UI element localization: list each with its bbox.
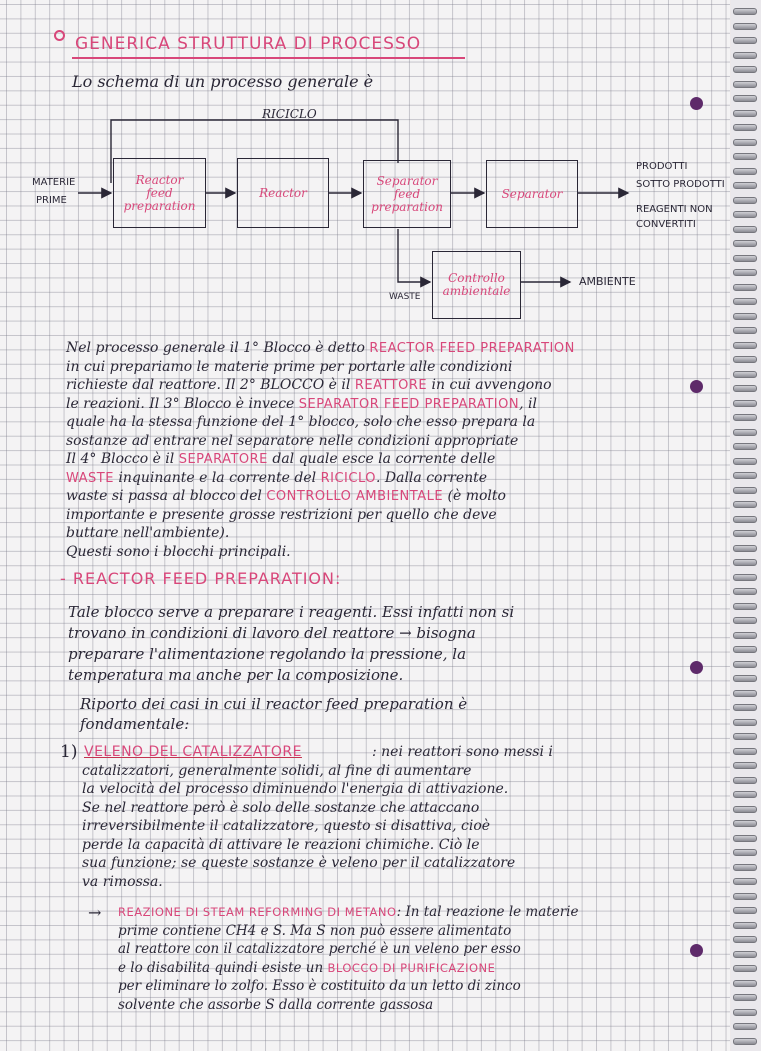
spiral-coil <box>733 936 757 943</box>
spiral-coil <box>733 690 757 697</box>
spiral-coil <box>733 849 757 856</box>
spiral-coil <box>733 704 757 711</box>
highlight-term: REATTORE <box>354 378 428 393</box>
text-segment: Questi sono i blocchi principali. <box>66 543 291 560</box>
spiral-coil <box>733 791 757 798</box>
spiral-coil <box>733 806 757 813</box>
text-line: Tale blocco serve a preparare i reagenti. Essi infatti non si <box>68 603 515 621</box>
spiral-coil <box>733 907 757 914</box>
text-segment: inquinante e la corrente del <box>113 469 321 486</box>
spiral-coil <box>733 385 757 392</box>
text-line: irreversibilmente il catalizzatore, questo si disattiva, cioè <box>82 818 491 834</box>
text-line: va rimossa. <box>82 873 163 890</box>
highlight-term: BLOCCO DI PURIFICAZIONE <box>327 960 496 975</box>
text-segment: importante e presente grosse restrizioni per quello che deve <box>66 506 497 523</box>
spiral-coil <box>733 371 757 378</box>
text-segment: prime contiene CH4 e S. Ma S non può essere alimentato <box>118 922 512 939</box>
spiral-coil <box>733 617 757 624</box>
text-segment: waste si passa al blocco del <box>66 488 267 504</box>
block-reactor: Reactor <box>237 158 329 228</box>
text-segment: le reazioni. Il 3° Blocco è invece <box>66 395 299 412</box>
spiral-coil <box>733 994 757 1001</box>
input-label-2: PRIME <box>36 195 67 206</box>
spiral-coil <box>733 429 757 436</box>
input-label-1: MATERIE <box>32 177 76 188</box>
text-segment: solvente che assorbe S dalla corrente gassosa <box>118 996 434 1013</box>
spiral-coil <box>733 574 757 581</box>
text-line: fondamentale: <box>80 715 190 733</box>
spiral-coil <box>733 951 757 958</box>
spiral-coil <box>733 777 757 784</box>
highlight-term: SEPARATOR FEED PREPARATION <box>298 396 520 412</box>
text-line: sua funzione; se queste sostanze è veleno per il catalizzatore <box>82 855 516 871</box>
text-segment: buttare nell'ambiente). <box>66 525 230 541</box>
highlight-term: WASTE <box>66 470 114 486</box>
text-segment: : In tal reazione le materie <box>396 904 579 920</box>
punch-hole <box>690 380 703 393</box>
block-separator-feed-preparation: Separator feed preparation <box>363 160 451 228</box>
highlight-term: RICICLO <box>320 470 376 486</box>
page-heading: GENERICA STRUTTURA DI PROCESSO <box>75 34 422 54</box>
highlight-term: REACTOR FEED PREPARATION <box>369 341 575 356</box>
text-segment: al reattore con il catalizzatore perché è un veleno per esso <box>118 941 521 957</box>
text-segment: in cui avvengono <box>427 377 552 393</box>
text-line: perde la capacità di attivare le reazioni chimiche. Ciò le <box>82 836 480 853</box>
spiral-coil <box>733 675 757 682</box>
text-segment: e lo disabilita quindi esiste un <box>118 959 328 976</box>
spiral-coil <box>733 342 757 349</box>
spiral-coil <box>733 501 757 508</box>
text-line: : nei reattori sono messi i <box>372 744 553 760</box>
spiral-coil <box>733 748 757 755</box>
recycle-label: RICICLO <box>262 107 317 121</box>
spiral-coil <box>733 1038 757 1045</box>
text-line: trovano in condizioni di lavoro del reattore → bisogna <box>68 624 476 642</box>
spiral-coil <box>733 864 757 871</box>
text-segment: Il 4° Blocco è il <box>66 451 179 467</box>
spiral-coil <box>733 820 757 827</box>
spiral-coil <box>733 646 757 653</box>
block-reactor-feed-preparation: Reactor feed preparation <box>113 158 206 228</box>
spiral-coil <box>733 545 757 552</box>
spiral-coil <box>733 588 757 595</box>
text-line: temperatura ma anche per la composizione. <box>68 666 404 684</box>
environment-label: AMBIENTE <box>579 275 636 288</box>
example-arrow-icon: → <box>88 903 102 922</box>
text-segment: in cui prepariamo le materie prime per portarle alle condizioni <box>66 358 513 375</box>
punch-hole <box>690 944 703 957</box>
spiral-coil <box>733 980 757 987</box>
spiral-coil <box>733 719 757 726</box>
output-label-products: PRODOTTI <box>636 161 688 172</box>
text-segment: richieste dal reattore. Il 2° BLOCCO è il <box>66 377 355 393</box>
spiral-coil <box>733 559 757 566</box>
section-title: - REACTOR FEED PREPARATION: <box>60 569 342 588</box>
text-line: la velocità del processo diminuendo l'energia di attivazione. <box>82 781 509 797</box>
waste-label: WASTE <box>389 292 421 302</box>
text-segment: Nel processo generale il 1° Blocco è detto <box>66 340 370 356</box>
spiral-coil <box>733 1009 757 1016</box>
block-separator: Separator <box>486 160 578 228</box>
text-line: preparare l'alimentazione regolando la pressione, la <box>68 645 467 663</box>
spiral-coil <box>733 356 757 363</box>
spiral-coil <box>733 835 757 842</box>
spiral-coil <box>733 487 757 494</box>
text-line <box>118 993 433 1017</box>
text-line: catalizzatori, generalmente solidi, al fine di aumentare <box>82 762 472 779</box>
spiral-coil <box>733 400 757 407</box>
spiral-coil <box>733 632 757 639</box>
spiral-coil <box>733 1023 757 1030</box>
spiral-coil <box>733 878 757 885</box>
text-segment: dal quale esce la corrente delle <box>267 451 496 467</box>
highlight-term: REAZIONE DI STEAM REFORMING DI METANO <box>118 905 397 919</box>
text-line: Se nel reattore però è solo delle sostanze che attaccano <box>82 799 480 816</box>
output-label-unconverted-1: REAGENTI NON <box>636 204 713 215</box>
text-segment: . Dalla corrente <box>375 469 488 486</box>
text-line <box>66 540 291 564</box>
text-segment: quale ha la stessa funzione del 1° blocco, solo che esso prepara la <box>66 414 536 430</box>
text-segment: (è molto <box>443 488 506 504</box>
spiral-coil <box>733 762 757 769</box>
highlight-term: CONTROLLO AMBIENTALE <box>266 489 444 504</box>
output-label-unconverted-2: CONVERTITI <box>636 219 696 230</box>
spiral-coil <box>733 443 757 450</box>
spiral-coil <box>733 530 757 537</box>
highlight-term: SEPARATORE <box>178 452 268 467</box>
spiral-coil <box>733 965 757 972</box>
block-environmental-control: Controllo ambientale <box>432 251 521 319</box>
spiral-coil <box>733 733 757 740</box>
spiral-coil <box>733 603 757 610</box>
spiral-coil <box>733 414 757 421</box>
punch-hole <box>690 661 703 674</box>
spiral-coil <box>733 893 757 900</box>
intro-line: Lo schema di un processo generale è <box>72 72 374 91</box>
text-segment: sostanze ad entrare nel separatore nelle condizioni appropriate <box>66 432 519 449</box>
item-number: 1) <box>60 742 78 762</box>
spiral-coil <box>733 661 757 668</box>
item-title: VELENO DEL CATALIZZATORE <box>84 744 302 760</box>
spiral-coil <box>733 458 757 465</box>
spiral-coil <box>733 516 757 523</box>
spiral-coil <box>733 922 757 929</box>
text-segment: , il <box>519 395 537 412</box>
text-line: Riporto dei casi in cui il reactor feed preparation è <box>80 695 468 713</box>
text-segment: per eliminare lo zolfo. Esso è costituito da un letto di zinco <box>118 978 521 994</box>
output-label-byproducts: SOTTO PRODOTTI <box>636 179 725 190</box>
spiral-coil <box>733 472 757 479</box>
